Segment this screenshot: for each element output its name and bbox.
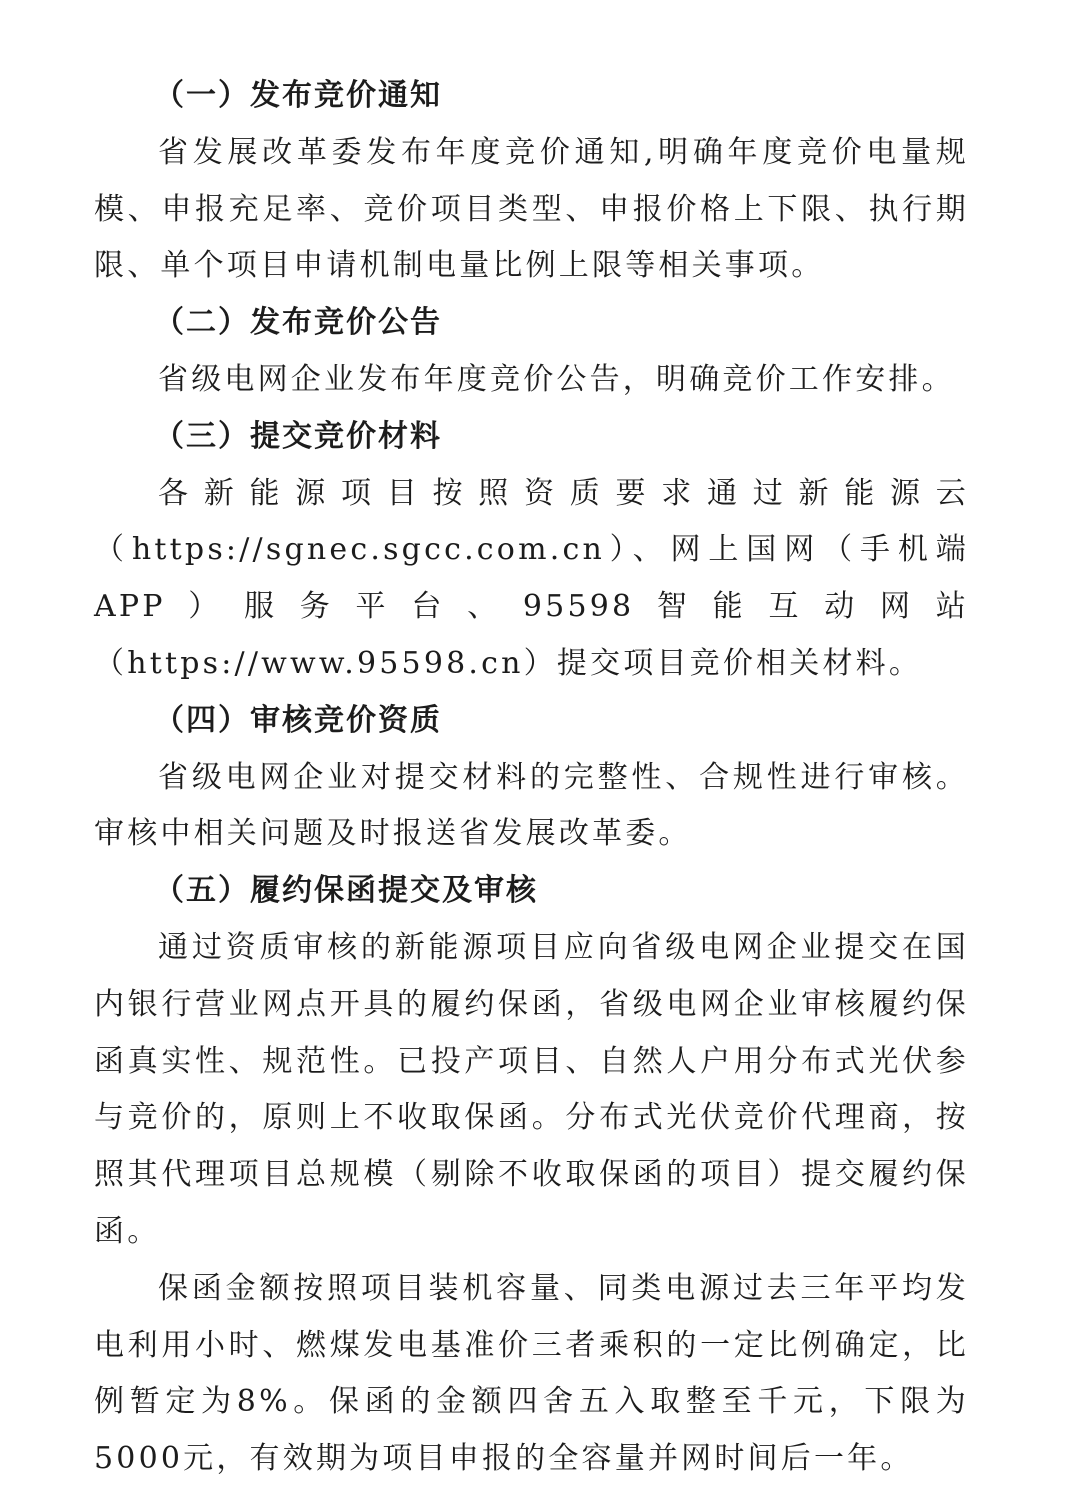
section-heading: （四）审核竞价资质 (154, 702, 442, 738)
section-paragraph: 保函金额按照项目装机容量、同类电源过去三年平均发电利用小时、燃煤发电基准价三者乘积的一定比例确定，比例暂定为8%。保函的金额四舍五入取整至千元，下限为5000元，有效期为项目申报的全容量并网时间后一年。 (94, 1270, 969, 1477)
section-review-qualification (94, 693, 969, 863)
section-paragraph: 省级电网企业发布年度竞价公告，明确竞价工作安排。 (158, 361, 955, 397)
section-heading: （一）发布竞价通知 (154, 78, 442, 113)
section-paragraph: 各新能源项目按照资质要求通过新能源云（https://sgnec.sgcc.com.cn）、网上国网（手机端APP）服务平台、95598智能互动网站（https://www.95598.cn）提交项目竞价相关材料。 (94, 475, 969, 681)
section-performance-guarantee (94, 863, 969, 1488)
section-heading: （五）履约保函提交及审核 (154, 873, 538, 909)
section-paragraph: 省发展改革委发布年度竞价通知,明确年度竞价电量规模、申报充足率、竞价项目类型、申报价格上下限、执行期限、单个项目申请机制电量比例上限等相关事项。 (94, 134, 969, 284)
section-paragraph: 通过资质审核的新能源项目应向省级电网企业提交在国内银行营业网点开具的履约保函，省级电网企业审核履约保函真实性、规范性。已投产项目、自然人户用分布式光伏参与竞价的，原则上不收取保函。分布式光伏竞价代理商，按照其代理项目总规模（剔除不收取保函的项目）提交履约保函。 (94, 929, 969, 1249)
section-submit-materials (94, 409, 969, 693)
section-publish-announcement (94, 295, 969, 409)
document-page (94, 68, 969, 1488)
section-paragraph: 省级电网企业对提交材料的完整性、合规性进行审核。审核中相关问题及时报送省发展改革委。 (94, 759, 969, 852)
section-publish-notice (94, 68, 969, 295)
section-heading: （三）提交竞价材料 (154, 418, 442, 454)
section-heading: （二）发布竞价公告 (154, 305, 442, 341)
